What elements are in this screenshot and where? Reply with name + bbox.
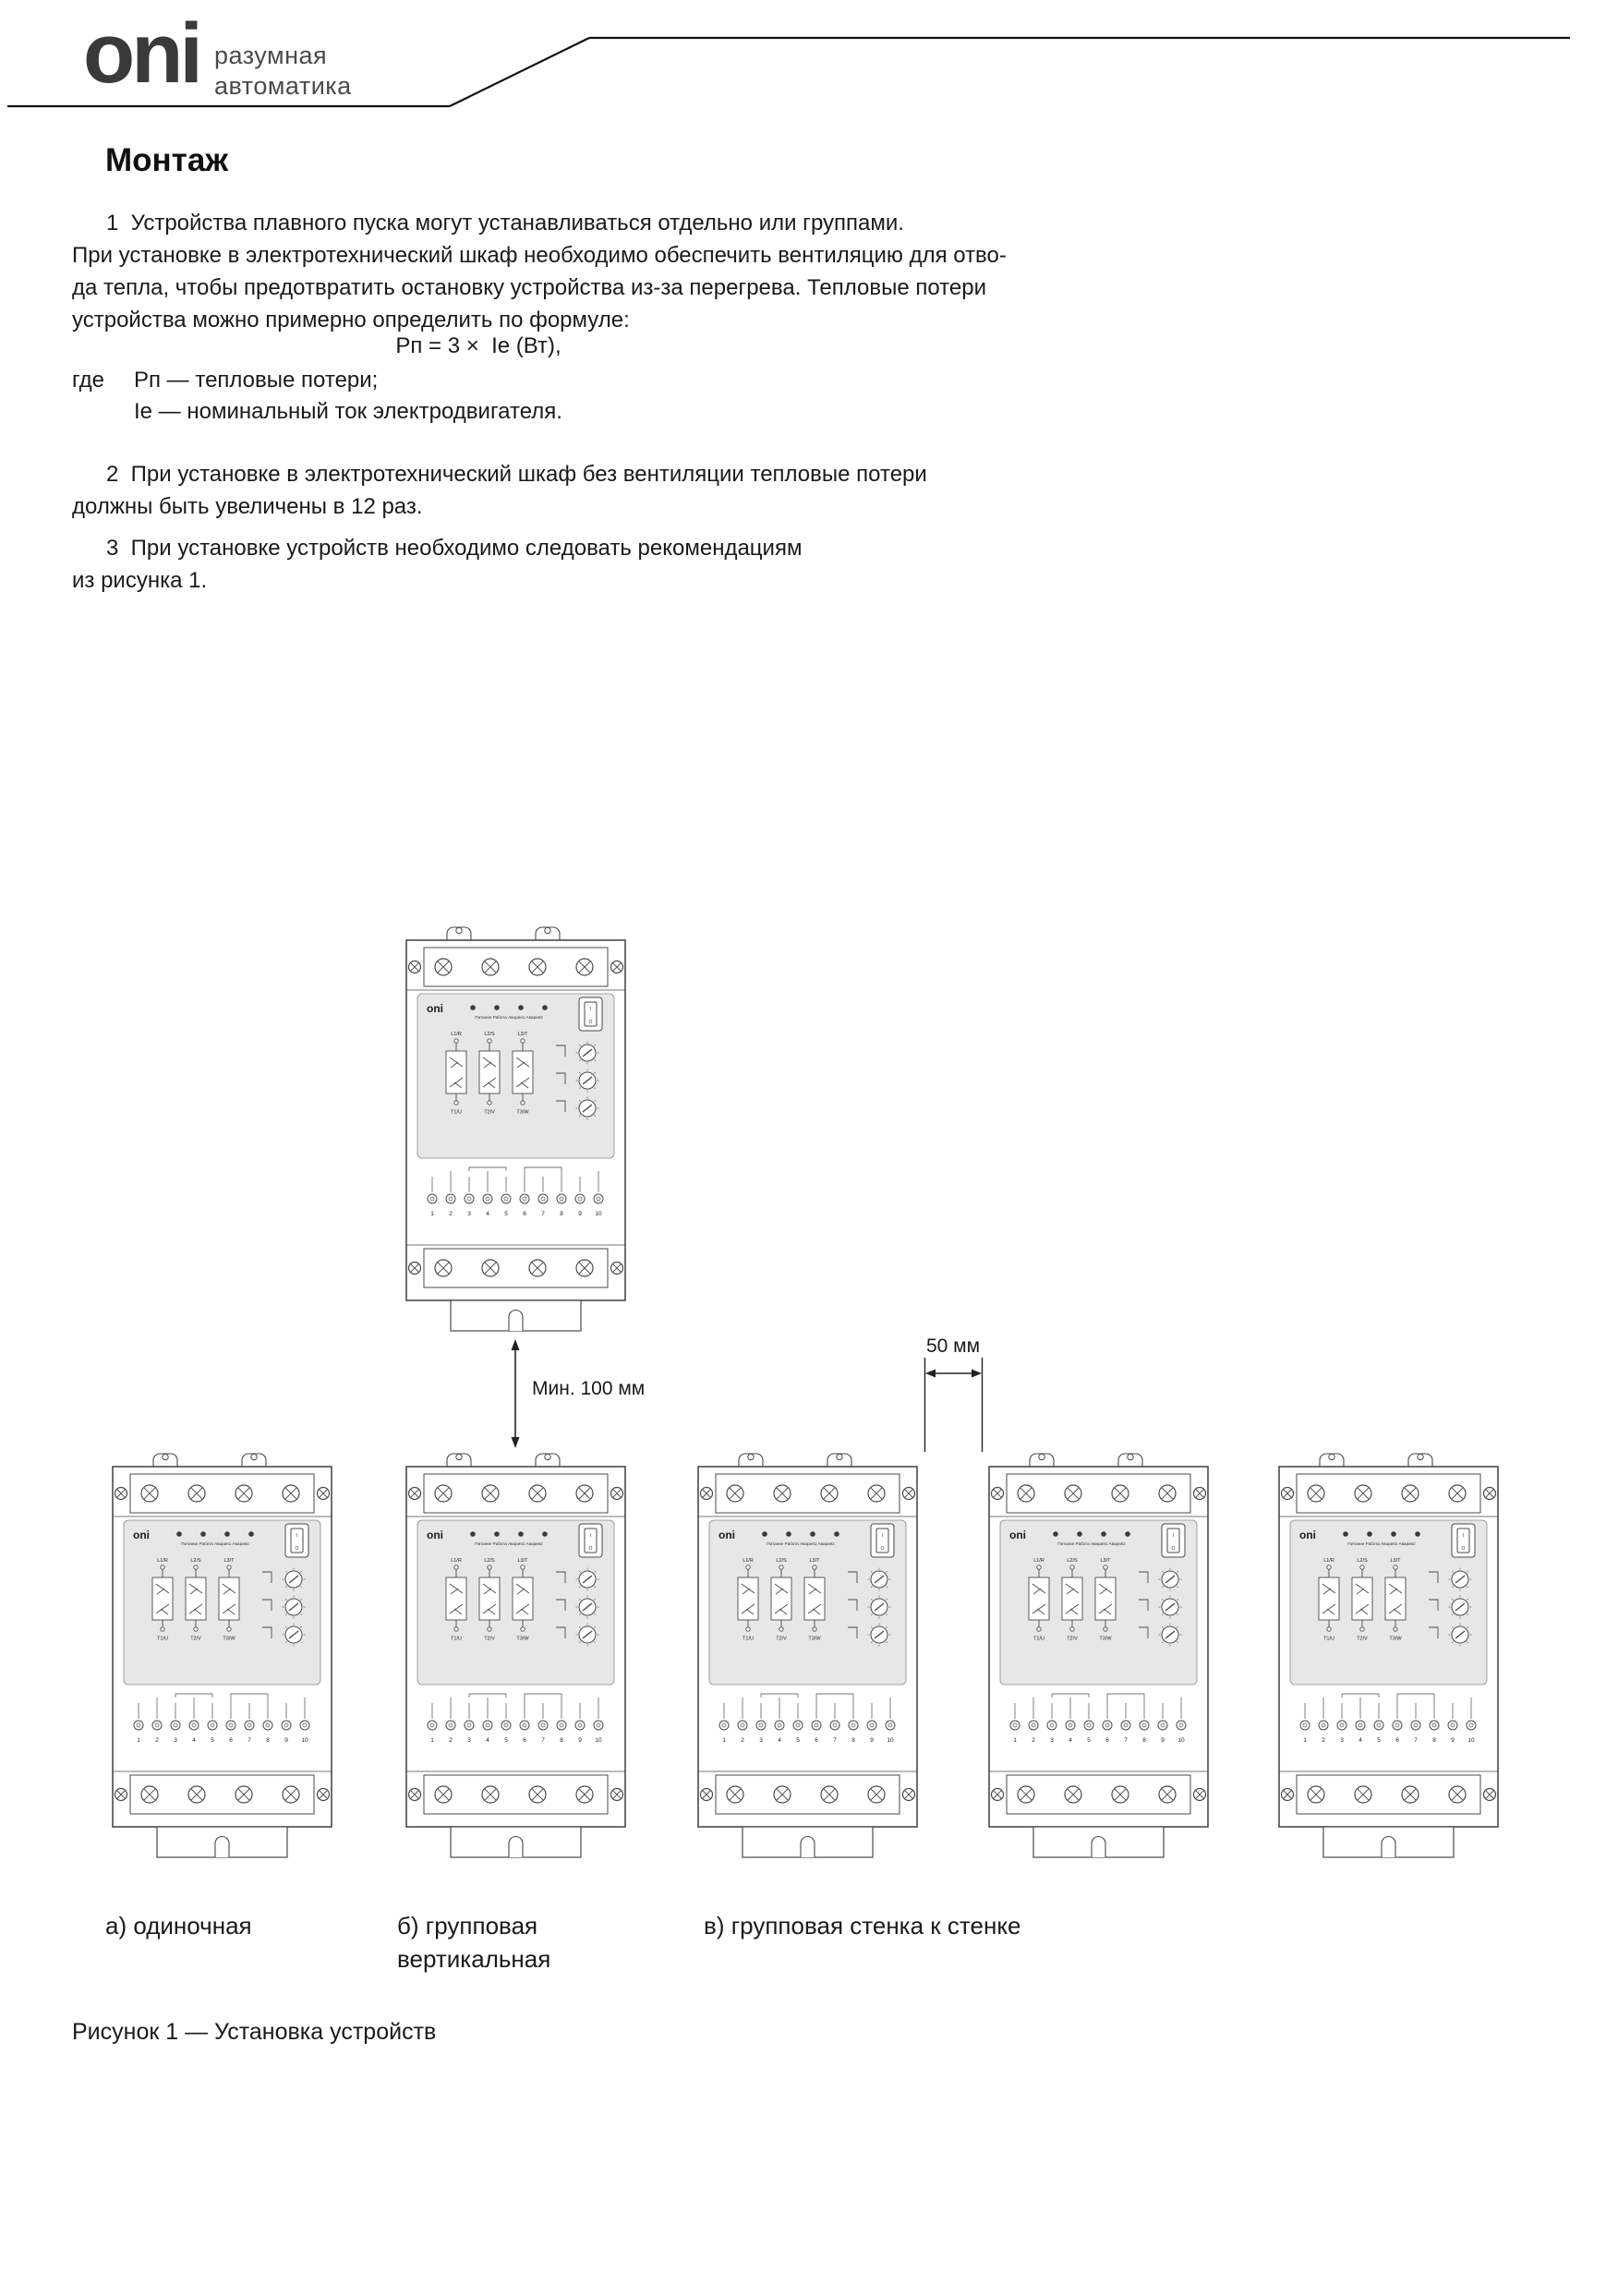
svg-text:T1/U: T1/U xyxy=(451,1109,462,1116)
svg-text:T3/W: T3/W xyxy=(516,1636,529,1642)
svg-text:oni: oni xyxy=(718,1529,735,1541)
text-line: должны быть увеличены в 12 раз. xyxy=(72,494,423,519)
svg-text:T1/U: T1/U xyxy=(1033,1636,1044,1642)
svg-text:1: 1 xyxy=(137,1737,140,1744)
svg-text:O: O xyxy=(295,1546,299,1552)
svg-text:8: 8 xyxy=(1432,1737,1436,1744)
svg-text:L3/T: L3/T xyxy=(1390,1558,1401,1564)
where-line-1: Рп — тепловые потери; xyxy=(134,368,379,393)
svg-text:T1/U: T1/U xyxy=(157,1636,168,1642)
svg-text:7: 7 xyxy=(541,1211,545,1217)
svg-text:Питание Работа Авария1 Авария2: Питание Работа Авария1 Авария2 xyxy=(767,1541,835,1546)
vertical-dimension-arrow xyxy=(512,1339,520,1448)
svg-text:L1/R: L1/R xyxy=(451,1558,462,1564)
svg-text:I: I xyxy=(881,1533,884,1539)
svg-text:T1/U: T1/U xyxy=(743,1636,754,1642)
svg-text:7: 7 xyxy=(541,1737,545,1744)
svg-text:3: 3 xyxy=(1050,1737,1054,1744)
svg-text:L3/T: L3/T xyxy=(809,1558,820,1564)
svg-text:7: 7 xyxy=(1124,1737,1128,1744)
svg-text:4: 4 xyxy=(486,1211,489,1217)
svg-text:8: 8 xyxy=(560,1211,563,1217)
dimension-label-min100: Мин. 100 мм xyxy=(532,1378,646,1399)
figure-label-b-line1: б) групповая xyxy=(397,1912,538,1940)
svg-text:4: 4 xyxy=(1358,1737,1362,1744)
device-unit xyxy=(1272,1450,1505,1861)
svg-text:1: 1 xyxy=(722,1737,726,1744)
svg-text:2: 2 xyxy=(155,1737,159,1744)
svg-text:Питание Работа Авария1 Авария2: Питание Работа Авария1 Авария2 xyxy=(475,1015,543,1020)
figure-caption: Рисунок 1 — Установка устройств xyxy=(72,2019,437,2045)
text-line: да тепла, чтобы предотвратить остановку устройства из-за перегрева. Тепловые потери xyxy=(72,275,986,300)
device-unit xyxy=(691,1450,924,1861)
svg-text:L1/R: L1/R xyxy=(743,1558,754,1564)
svg-text:T3/W: T3/W xyxy=(808,1636,821,1642)
svg-text:T2/V: T2/V xyxy=(190,1636,201,1642)
brand-logo: oni xyxy=(83,6,199,101)
svg-text:O: O xyxy=(1461,1546,1466,1552)
svg-text:T1/U: T1/U xyxy=(451,1636,462,1642)
text-line: из рисунка 1. xyxy=(72,568,208,593)
svg-text:T3/W: T3/W xyxy=(223,1636,235,1642)
brand-tagline xyxy=(214,41,352,102)
svg-text:10: 10 xyxy=(1177,1737,1185,1744)
svg-text:Питание Работа Авария1 Авария2: Питание Работа Авария1 Авария2 xyxy=(475,1541,543,1546)
svg-text:oni: oni xyxy=(1299,1529,1316,1541)
svg-text:L1/R: L1/R xyxy=(1323,1558,1334,1564)
text-line: 3 При установке устройств необходимо следовать рекомендациям xyxy=(106,536,803,561)
svg-text:5: 5 xyxy=(1377,1737,1381,1744)
svg-text:8: 8 xyxy=(851,1737,855,1744)
svg-text:T2/V: T2/V xyxy=(1357,1636,1368,1642)
svg-text:L3/T: L3/T xyxy=(223,1558,235,1564)
svg-text:Питание Работа Авария1 Авария2: Питание Работа Авария1 Авария2 xyxy=(181,1541,249,1546)
svg-text:O: O xyxy=(880,1546,885,1552)
svg-text:1: 1 xyxy=(430,1737,434,1744)
tagline-line-2: автоматика xyxy=(214,72,352,100)
svg-text:7: 7 xyxy=(248,1737,251,1744)
svg-text:Питание Работа Авария1 Авария2: Питание Работа Авария1 Авария2 xyxy=(1057,1541,1126,1546)
where-label: где xyxy=(72,368,105,393)
svg-text:8: 8 xyxy=(1142,1737,1146,1744)
horizontal-dimension-arrow xyxy=(925,1358,983,1452)
dimension-label-50: 50 мм xyxy=(925,1335,981,1357)
svg-text:4: 4 xyxy=(192,1737,196,1744)
device-unit xyxy=(399,1450,633,1861)
svg-text:L2/S: L2/S xyxy=(190,1558,201,1564)
tagline-line-1: разумная xyxy=(214,42,328,69)
svg-text:L2/S: L2/S xyxy=(1357,1558,1368,1564)
svg-text:10: 10 xyxy=(301,1737,308,1744)
svg-text:6: 6 xyxy=(1105,1737,1109,1744)
svg-text:2: 2 xyxy=(449,1737,453,1744)
svg-text:Питание Работа Авария1 Авария2: Питание Работа Авария1 Авария2 xyxy=(1347,1541,1416,1546)
svg-text:4: 4 xyxy=(486,1737,489,1744)
svg-text:10: 10 xyxy=(887,1737,894,1744)
paragraph-1 xyxy=(72,207,1007,336)
svg-text:5: 5 xyxy=(211,1737,214,1744)
svg-text:I: I xyxy=(1462,1533,1465,1539)
text-line: устройства можно примерно определить по формуле: xyxy=(72,308,630,332)
svg-text:L1/R: L1/R xyxy=(1033,1558,1044,1564)
svg-text:6: 6 xyxy=(229,1737,233,1744)
svg-text:I: I xyxy=(296,1533,298,1539)
svg-text:5: 5 xyxy=(504,1737,508,1744)
svg-text:10: 10 xyxy=(1467,1737,1475,1744)
svg-text:T3/W: T3/W xyxy=(1099,1636,1112,1642)
svg-text:6: 6 xyxy=(815,1737,818,1744)
svg-text:T2/V: T2/V xyxy=(776,1636,787,1642)
text-line: 2 При установке в электротехнический шкаф без вентиляции тепловые потери xyxy=(106,462,927,487)
device-unit xyxy=(399,924,633,1335)
svg-text:L2/S: L2/S xyxy=(1067,1558,1078,1564)
svg-text:6: 6 xyxy=(1395,1737,1399,1744)
svg-text:L2/S: L2/S xyxy=(776,1558,787,1564)
paragraph-3 xyxy=(72,532,802,597)
svg-text:T3/W: T3/W xyxy=(516,1109,529,1116)
svg-text:6: 6 xyxy=(523,1737,526,1744)
svg-text:2: 2 xyxy=(1322,1737,1325,1744)
where-line-2: Ie — номинальный ток электродвигателя. xyxy=(134,399,562,424)
svg-text:L1/R: L1/R xyxy=(451,1032,462,1037)
svg-text:O: O xyxy=(1171,1546,1176,1552)
svg-text:9: 9 xyxy=(578,1737,582,1744)
heat-loss-formula: Рп = 3 × Ie (Вт), xyxy=(395,333,561,358)
svg-text:L3/T: L3/T xyxy=(517,1032,528,1037)
svg-text:T2/V: T2/V xyxy=(484,1636,495,1642)
svg-text:3: 3 xyxy=(1340,1737,1344,1744)
svg-text:9: 9 xyxy=(578,1211,582,1217)
svg-text:8: 8 xyxy=(560,1737,563,1744)
svg-text:6: 6 xyxy=(523,1211,526,1217)
svg-text:5: 5 xyxy=(504,1211,508,1217)
svg-text:9: 9 xyxy=(870,1737,874,1744)
dimension-arrows xyxy=(0,1330,1618,1459)
svg-text:T3/W: T3/W xyxy=(1389,1636,1402,1642)
svg-text:4: 4 xyxy=(778,1737,781,1744)
svg-text:T2/V: T2/V xyxy=(484,1109,495,1116)
svg-text:T2/V: T2/V xyxy=(1067,1636,1078,1642)
svg-text:10: 10 xyxy=(595,1737,602,1744)
svg-text:L2/S: L2/S xyxy=(484,1558,495,1564)
figure-label-a: а) одиночная xyxy=(105,1912,252,1940)
svg-text:L2/S: L2/S xyxy=(484,1032,495,1037)
svg-text:1: 1 xyxy=(1013,1737,1017,1744)
figure-label-b-line2: вертикальная xyxy=(397,1945,551,1973)
svg-text:2: 2 xyxy=(741,1737,744,1744)
svg-text:3: 3 xyxy=(759,1737,763,1744)
figure-label-c: в) групповая стенка к стенке xyxy=(704,1912,1021,1940)
svg-text:O: O xyxy=(588,1546,593,1552)
svg-text:7: 7 xyxy=(833,1737,837,1744)
device-unit xyxy=(105,1450,339,1861)
svg-text:oni: oni xyxy=(1009,1529,1026,1541)
svg-text:7: 7 xyxy=(1414,1737,1418,1744)
svg-text:I: I xyxy=(1172,1533,1175,1539)
text-line: При установке в электротехнический шкаф необходимо обеспечить вентиляцию для отво- xyxy=(72,243,1007,268)
svg-text:8: 8 xyxy=(266,1737,270,1744)
svg-text:L1/R: L1/R xyxy=(157,1558,168,1564)
svg-text:3: 3 xyxy=(467,1211,471,1217)
svg-text:1: 1 xyxy=(1303,1737,1307,1744)
text-line: 1 Устройства плавного пуска могут устанавливаться отдельно или группами. xyxy=(106,211,904,236)
svg-text:9: 9 xyxy=(1451,1737,1455,1744)
paragraph-2 xyxy=(72,458,927,523)
svg-text:O: O xyxy=(588,1020,593,1025)
svg-text:T1/U: T1/U xyxy=(1323,1636,1334,1642)
device-unit xyxy=(982,1450,1215,1861)
svg-text:3: 3 xyxy=(467,1737,471,1744)
svg-text:9: 9 xyxy=(284,1737,288,1744)
svg-text:I: I xyxy=(589,1533,592,1539)
svg-text:oni: oni xyxy=(427,1002,443,1015)
svg-text:oni: oni xyxy=(427,1529,443,1541)
svg-text:2: 2 xyxy=(449,1211,453,1217)
svg-text:3: 3 xyxy=(174,1737,177,1744)
svg-text:5: 5 xyxy=(1087,1737,1091,1744)
svg-text:4: 4 xyxy=(1069,1737,1072,1744)
svg-text:L3/T: L3/T xyxy=(1100,1558,1111,1564)
section-title: Монтаж xyxy=(105,142,229,178)
svg-text:oni: oni xyxy=(133,1529,150,1541)
svg-text:I: I xyxy=(589,1007,592,1012)
svg-text:2: 2 xyxy=(1032,1737,1035,1744)
svg-text:L3/T: L3/T xyxy=(517,1558,528,1564)
svg-text:10: 10 xyxy=(595,1211,602,1217)
svg-text:9: 9 xyxy=(1161,1737,1165,1744)
svg-text:1: 1 xyxy=(430,1211,434,1217)
svg-text:5: 5 xyxy=(796,1737,800,1744)
